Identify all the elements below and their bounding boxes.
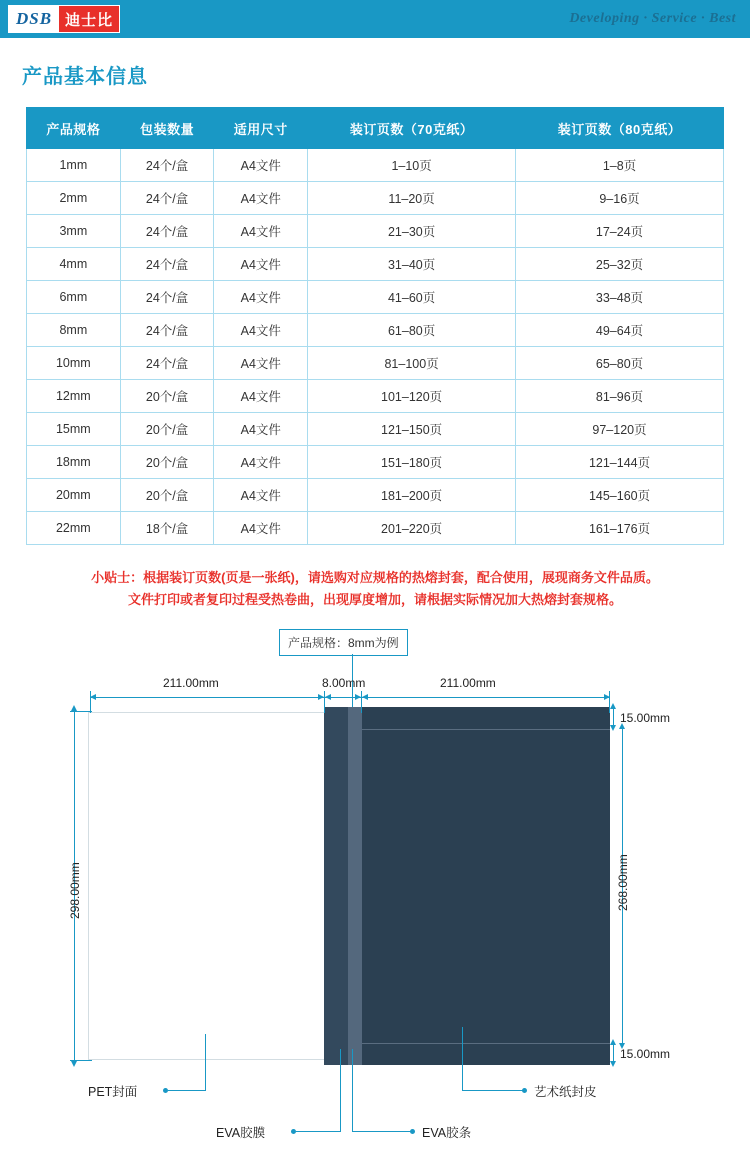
leader-art-paper-vertical [462,1027,463,1090]
spec-table [26,107,724,545]
cell-pages-80g: 121–144页 [516,446,724,479]
logo-text-cn: 迪士比 [59,6,119,32]
leader-dot-art-paper [522,1088,527,1093]
cell-size: A4文件 [214,380,308,413]
spec-callout-box: 产品规格：8mm为例 [279,629,408,656]
cell-spec: 2mm [27,182,121,215]
table-row [27,215,724,248]
dim-label-top-margin: 15.00mm [620,711,671,725]
cell-pages-80g: 161–176页 [516,512,724,545]
leader-dot-eva-strip [410,1129,415,1134]
table-row [27,149,724,182]
product-diagram [0,629,750,1140]
leader-dot-eva-film [291,1129,296,1134]
cell-quantity: 24个/盒 [120,248,214,281]
pet-cover-sheet [88,712,325,1060]
cell-pages-80g: 145–160页 [516,479,724,512]
cell-pages-80g: 1–8页 [516,149,724,182]
cell-pages-80g: 81–96页 [516,380,724,413]
cell-quantity: 20个/盒 [120,413,214,446]
cell-pages-80g: 65–80页 [516,347,724,380]
table-row [27,446,724,479]
column-header-pages-70g: 装订页数（70克纸） [308,108,516,149]
cell-quantity: 20个/盒 [120,380,214,413]
dim-arrow-height-bottom [71,1061,77,1067]
cell-spec: 4mm [27,248,121,281]
ext-tick-spine-b [361,691,362,713]
cell-spec: 6mm [27,281,121,314]
leader-eva-strip-vertical [352,1049,353,1131]
cell-pages-70g: 201–220页 [308,512,516,545]
cell-quantity: 24个/盒 [120,149,214,182]
dim-label-left-width: 211.00mm [163,676,219,690]
cover-bottom-guide [362,1043,610,1044]
spec-table-head [27,108,724,149]
art-paper-cover [362,707,610,1065]
cell-spec: 1mm [27,149,121,182]
cell-quantity: 20个/盒 [120,446,214,479]
label-art-paper: 艺术纸封皮 [534,1085,597,1099]
cell-size: A4文件 [214,182,308,215]
table-row [27,512,724,545]
dim-arrow-right-a [362,694,368,700]
logo-text-dsb: DSB [9,6,59,32]
leader-eva-strip-horizontal [352,1131,412,1132]
cell-quantity: 24个/盒 [120,215,214,248]
label-pet-cover: PET封面 [88,1085,138,1099]
cell-spec: 10mm [27,347,121,380]
dim-arrow-bottom-margin-b [610,1061,616,1067]
tips-line-2: 文件打印或者复印过程受热卷曲，出现厚度增加，请根据实际情况加大热熔封套规格。 [127,592,622,607]
dim-arrow-top-margin-a [610,703,616,709]
ext-tick-spine-a [324,691,325,713]
cell-pages-80g: 25–32页 [516,248,724,281]
cell-size: A4文件 [214,347,308,380]
cell-pages-80g: 33–48页 [516,281,724,314]
table-row [27,281,724,314]
cell-size: A4文件 [214,512,308,545]
dim-ext-top-left [70,711,92,712]
table-row [27,182,724,215]
dim-label-spine-width: 8.00mm [322,676,366,690]
leader-art-paper-horizontal [462,1090,524,1091]
table-row [27,479,724,512]
dim-ext-bottom-left [70,1060,92,1061]
cell-pages-80g: 9–16页 [516,182,724,215]
cell-quantity: 18个/盒 [120,512,214,545]
cell-pages-80g: 17–24页 [516,215,724,248]
leader-dot-pet [163,1088,168,1093]
cell-spec: 12mm [27,380,121,413]
dim-arrow-top-margin-b [610,725,616,731]
cell-pages-70g: 31–40页 [308,248,516,281]
spec-table-wrapper [26,107,724,545]
column-header-size: 适用尺寸 [214,108,308,149]
cell-size: A4文件 [214,479,308,512]
page-header [0,0,750,38]
brand-logo [8,5,120,33]
table-header-row [27,108,724,149]
cell-pages-80g: 97–120页 [516,413,724,446]
cell-pages-70g: 121–150页 [308,413,516,446]
dim-arrow-spine-a [325,694,331,700]
dim-label-cover-height: 268.00mm [616,854,630,911]
eva-film-layer [324,707,348,1065]
cell-pages-80g: 49–64页 [516,314,724,347]
cell-pages-70g: 41–60页 [308,281,516,314]
leader-eva-film-horizontal [296,1131,341,1132]
cell-spec: 18mm [27,446,121,479]
cell-spec: 15mm [27,413,121,446]
table-row [27,413,724,446]
page-title: 产品基本信息 [22,66,148,88]
label-eva-film: EVA胶膜 [216,1126,266,1140]
cell-pages-70g: 21–30页 [308,215,516,248]
cell-pages-70g: 1–10页 [308,149,516,182]
cell-pages-70g: 81–100页 [308,347,516,380]
cell-size: A4文件 [214,215,308,248]
ext-tick-right [609,691,610,713]
leader-pet-vertical [205,1034,206,1090]
cell-size: A4文件 [214,281,308,314]
cell-spec: 20mm [27,479,121,512]
cell-quantity: 24个/盒 [120,281,214,314]
dim-line-left-width [90,697,324,698]
cell-spec: 22mm [27,512,121,545]
eva-strip-layer [348,707,362,1065]
cell-pages-70g: 101–120页 [308,380,516,413]
cell-spec: 8mm [27,314,121,347]
cell-size: A4文件 [214,149,308,182]
table-row [27,314,724,347]
dim-label-bottom-margin: 15.00mm [620,1047,671,1061]
header-slogan: Developing · Service · Best [569,11,736,26]
ext-tick-left [90,691,91,713]
leader-pet-horizontal [168,1090,206,1091]
label-eva-strip: EVA胶条 [422,1126,472,1140]
column-header-pages-80g: 装订页数（80克纸） [516,108,724,149]
dim-label-total-height: 298.00mm [68,862,82,919]
cell-quantity: 20个/盒 [120,479,214,512]
cell-pages-70g: 61–80页 [308,314,516,347]
tips-line-1: 小贴士：根据装订页数(页是一张纸)，请选购对应规格的热熔封套，配合使用，展现商务文件品质。 [91,570,659,585]
table-row [27,248,724,281]
dim-label-right-width: 211.00mm [440,676,496,690]
column-header-quantity: 包装数量 [120,108,214,149]
spec-table-body [27,149,724,545]
cell-pages-70g: 151–180页 [308,446,516,479]
table-row [27,380,724,413]
cell-size: A4文件 [214,314,308,347]
cell-size: A4文件 [214,413,308,446]
cell-quantity: 24个/盒 [120,182,214,215]
leader-eva-film-vertical [340,1049,341,1131]
cell-quantity: 24个/盒 [120,314,214,347]
table-row [27,347,724,380]
cell-pages-70g: 181–200页 [308,479,516,512]
cell-quantity: 24个/盒 [120,347,214,380]
tips-block [40,567,710,611]
cell-spec: 3mm [27,215,121,248]
cell-size: A4文件 [214,446,308,479]
cell-size: A4文件 [214,248,308,281]
dim-line-right-width [362,697,610,698]
cell-pages-70g: 11–20页 [308,182,516,215]
column-header-spec: 产品规格 [27,108,121,149]
dim-arrow-bottom-margin-a [610,1039,616,1045]
cover-top-guide [362,729,610,730]
